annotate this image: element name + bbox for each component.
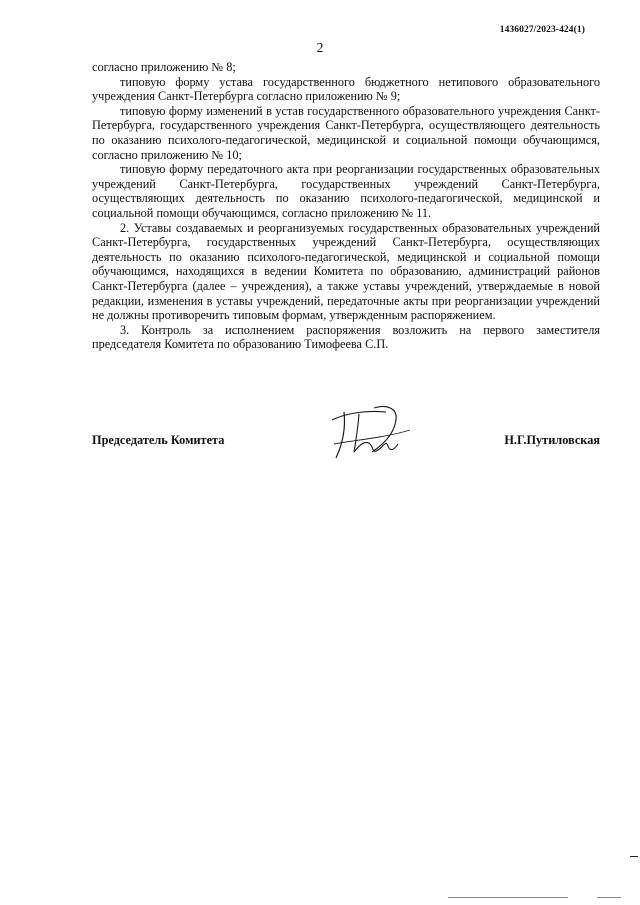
- paragraph-appendix-9: типовую форму устава государственного бюджетного нетипового образовательного учреждения Санкт-Петербурга согласно приложению № 9;: [92, 74, 600, 104]
- footer-rule: [448, 897, 568, 898]
- edge-scan-mark: [630, 856, 638, 857]
- page-number: 2: [316, 40, 324, 55]
- paragraph-appendix-11: типовую форму передаточного акта при реорганизации государственных образовательных учреждений Санкт-Петербурга, государственных учреждений Санкт-Петербурга, осуществляющих деятельность по оказанию психолого-педагогической, медицинской и социальной помощи обучающимся, согласно приложению № 11.: [92, 162, 600, 220]
- paragraph-appendix-10: типовую форму изменений в устав государственного образовательного учреждения Санкт-Петербурга, государственного учреждения Санкт-Петербурга, осуществляющего деятельность по оказанию психолого-педагогической, медицинской и социальной помощи обучающимся, согласно приложению № 10;: [92, 103, 600, 162]
- footer-rule-short: [597, 897, 621, 898]
- paragraph-item-3: 3. Контроль за исполнением распоряжения возложить на первого заместителя председателя Комитета по образованию Тимофеева С.П.: [92, 322, 600, 352]
- signer-title: Председатель Комитета: [92, 433, 225, 447]
- document-reference-number: 1436027/2023-424(1): [499, 25, 585, 35]
- paragraph-appendix-8-tail: согласно приложению № 8;: [92, 60, 236, 74]
- signature-block: [92, 400, 600, 470]
- document-body: [92, 60, 600, 352]
- paragraph-item-2: 2. Уставы создаваемых и реорганизуемых государственных образовательных учреждений Санкт-Петербурга, государственных учреждений Санкт-Петербурга, осуществляющих деятельность по оказанию психолого-педагогической, медицинской и социальной помощи обучающимся, находящихся в ведении Комитета по образованию, администраций районов Санкт-Петербурга (далее – учреждения), а также уставы учреждений, утверждаемые в новой редакции, изменения в уставы учреждений, передаточные акты при реорганизации учреждений не должны противоречить типовым формам, утвержденным распоряжением.: [92, 220, 600, 323]
- signer-name: Н.Г.Путиловская: [504, 433, 600, 447]
- handwritten-signature: [314, 400, 414, 470]
